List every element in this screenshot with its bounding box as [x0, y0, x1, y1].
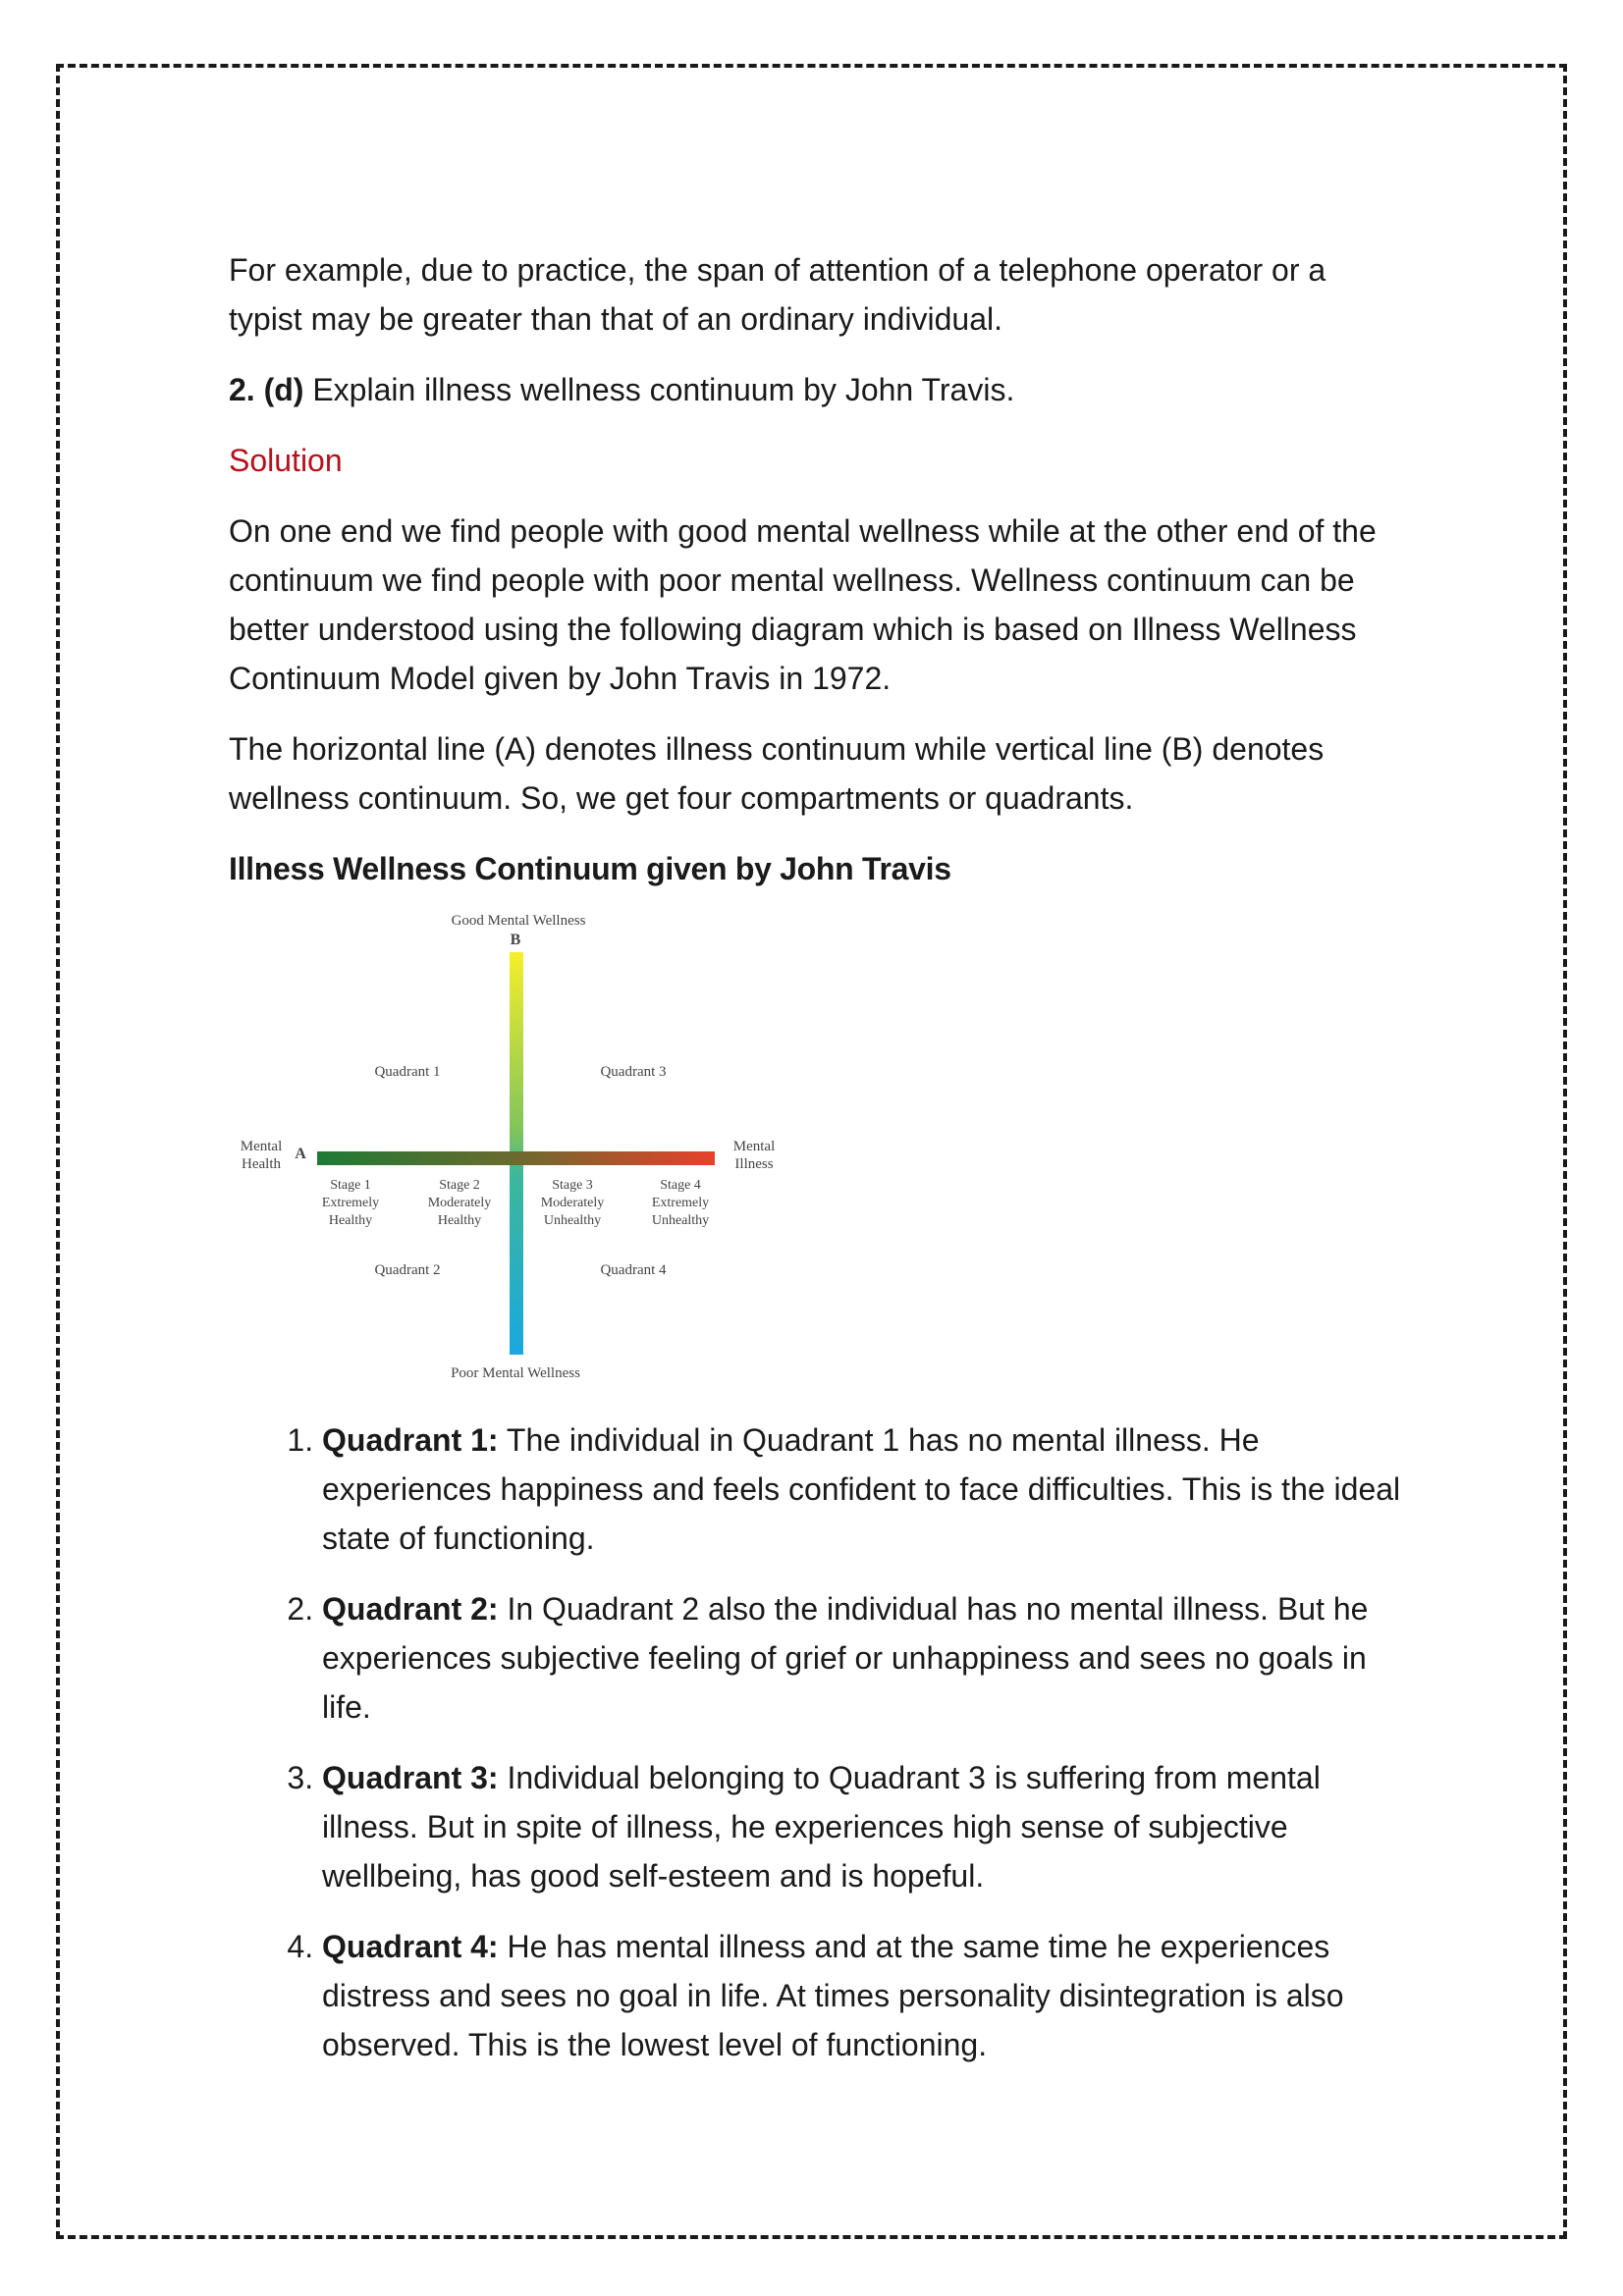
list-item-label: Quadrant 1:: [322, 1422, 499, 1458]
stage-4-line-3: Unhealthy: [651, 1213, 710, 1228]
list-item-label: Quadrant 4:: [322, 1929, 499, 1964]
paragraph-2: The horizontal line (A) denotes illness continuum while vertical line (B) denotes wellness continuum. So, we get four compartments or quadrants.: [229, 731, 1325, 816]
stage-3-line-3: Unhealthy: [543, 1213, 602, 1228]
stage-4-label: [652, 1178, 709, 1228]
list-item: [322, 1922, 1407, 2069]
list-item-text: He has mental illness and at the same time he experiences distress and sees no goal in life. At times personality disintegration is also observed. This is the lowest level of functioning.: [322, 1929, 1344, 2062]
stage-4-line-1: Stage 4: [660, 1178, 701, 1193]
intro-paragraph: For example, due to practice, the span of attention of a telephone operator or a typist may be greater than that of an ordinary individual.: [229, 252, 1326, 337]
question-line: [229, 365, 1407, 414]
stage-1-line-3: Healthy: [328, 1213, 373, 1228]
question-number: 2. (d): [229, 372, 304, 407]
stage-2-line-2: Moderately: [427, 1196, 492, 1210]
right-label-illness: Illness: [734, 1156, 774, 1172]
quadrant-3-label: Quadrant 3: [600, 1064, 667, 1080]
top-label: Good Mental Wellness: [451, 913, 586, 929]
left-label-mental: Mental: [240, 1139, 283, 1154]
paragraph-1: On one end we find people with good mental wellness while at the other end of the continuum we find people with poor mental wellness. Wellness continuum can be better understood using the following diagram which is based on Illness Wellness Continuum Model given by John Travis in 1972.: [229, 513, 1377, 696]
right-label-mental: Mental: [732, 1139, 776, 1154]
quadrant-2-label: Quadrant 2: [374, 1262, 441, 1278]
quadrant-list: [229, 1415, 1407, 2069]
stage-3-line-2: Moderately: [540, 1196, 605, 1210]
list-item: [322, 1753, 1407, 1900]
page-content: [229, 245, 1407, 2091]
stage-4-line-2: Extremely: [651, 1196, 710, 1210]
stage-1-label: [322, 1178, 379, 1228]
figure-title: Illness Wellness Continuum given by John Travis: [229, 851, 951, 886]
list-item-label: Quadrant 3:: [322, 1760, 499, 1795]
list-item: [322, 1584, 1407, 1732]
stage-1-line-2: Extremely: [321, 1196, 380, 1210]
stage-2-line-3: Healthy: [437, 1213, 482, 1228]
quadrant-4-label: Quadrant 4: [600, 1262, 667, 1278]
stage-2-line-1: Stage 2: [439, 1178, 480, 1193]
list-item-text: The individual in Quadrant 1 has no mental illness. He experiences happiness and feels confident to face difficulties. This is the ideal state of functioning.: [322, 1422, 1401, 1556]
list-item-text: In Quadrant 2 also the individual has no mental illness. But he experiences subjective feeling of grief or unhappiness and sees no goals in life.: [322, 1591, 1369, 1725]
list-item-text: Individual belonging to Quadrant 3 is suffering from mental illness. But in spite of illness, he experiences high sense of subjective wellbeing, has good self-esteem and is hopeful.: [322, 1760, 1321, 1894]
left-letter: A: [295, 1146, 306, 1162]
list-item: [322, 1415, 1407, 1563]
left-label-health: Health: [242, 1156, 281, 1172]
list-item-label: Quadrant 2:: [322, 1591, 499, 1627]
horizontal-illness-line: [317, 1151, 715, 1165]
stage-2-label: [428, 1178, 492, 1228]
stage-1-line-1: Stage 1: [330, 1178, 371, 1193]
top-letter: B: [510, 932, 521, 948]
question-text: Explain illness wellness continuum by John Travis.: [303, 372, 1015, 407]
bottom-label: Poor Mental Wellness: [451, 1365, 580, 1381]
solution-heading: Solution: [229, 443, 343, 478]
stage-3-label: [541, 1178, 605, 1228]
continuum-diagram: [229, 911, 916, 1402]
quadrant-1-label: Quadrant 1: [374, 1064, 441, 1080]
stage-3-line-1: Stage 3: [552, 1178, 593, 1193]
